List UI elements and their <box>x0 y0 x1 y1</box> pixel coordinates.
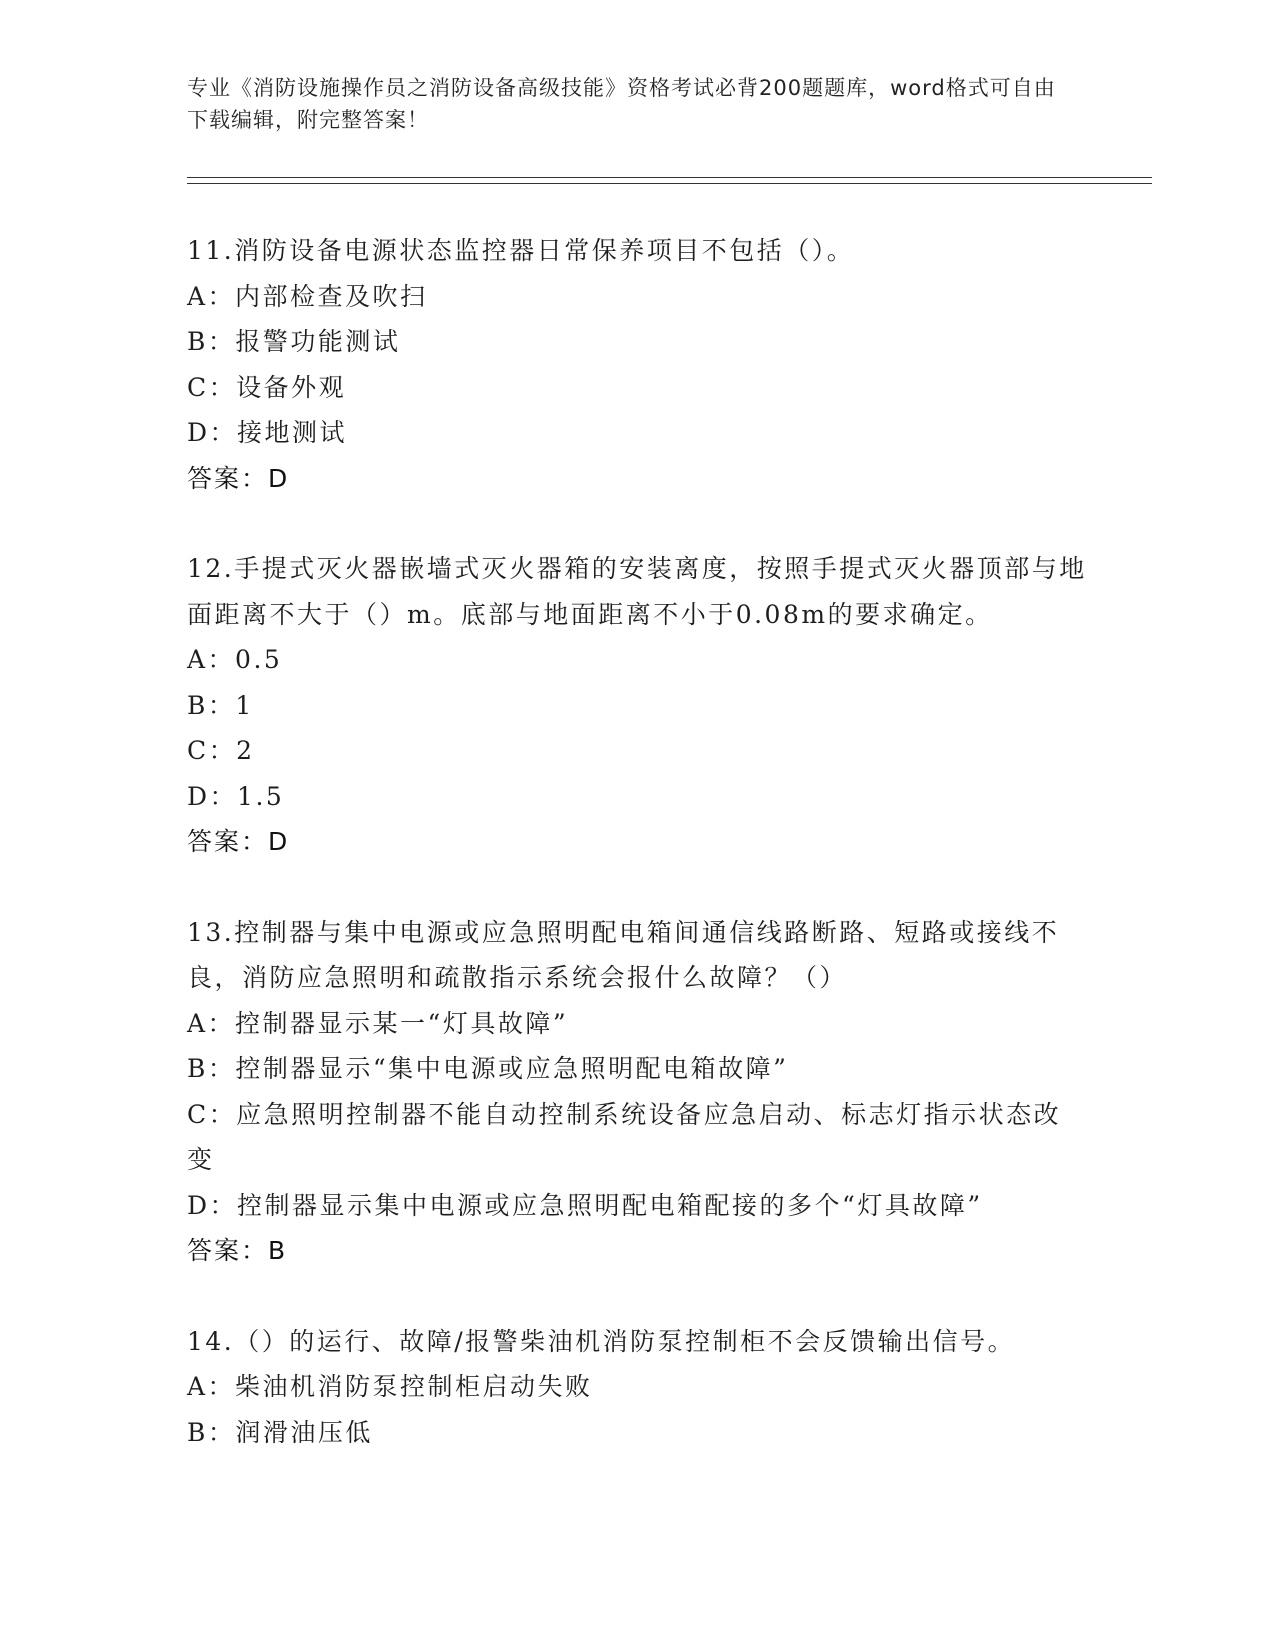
option-c: C：设备外观 <box>187 372 347 402</box>
option-c: C：2 <box>187 736 255 765</box>
option-d: D：接地测试 <box>187 418 348 447</box>
question-14 <box>187 1319 1087 1456</box>
answer-line: 答案：D <box>187 827 290 856</box>
question-13 <box>187 910 1087 1274</box>
option-d: D：控制器显示集中电源或应急照明配电箱配接的多个“灯具故障” <box>187 1190 983 1220</box>
question-11 <box>187 228 1087 501</box>
option-a: A：柴油机消防泵控制柜启动失败 <box>187 1372 593 1401</box>
option-b: B：润滑油压低 <box>187 1417 373 1447</box>
question-list <box>187 228 1087 1455</box>
question-stem: 13.控制器与集中电源或应急照明配电箱间通信线路断路、短路或接线不良，消防应急照明和疏散指示系统会报什么故障？（） <box>187 917 1060 992</box>
option-d: D：1.5 <box>187 781 285 811</box>
option-b: B：1 <box>187 690 254 720</box>
option-b: B：报警功能测试 <box>187 327 401 356</box>
document-header: 专业《消防设施操作员之消防设备高级技能》资格考试必背200题题库，word格式可自由下载编辑，附完整答案！ <box>187 76 1056 132</box>
answer-line: 答案：B <box>187 1236 288 1265</box>
header-divider <box>187 177 1152 184</box>
option-c: C：应急照明控制器不能自动控制系统设备应急启动、标志灯指示状态改变 <box>187 1099 1062 1174</box>
option-b: B：控制器显示“集中电源或应急照明配电箱故障” <box>187 1054 789 1083</box>
question-stem: 14.（）的运行、故障/报警柴油机消防泵控制柜不会反馈输出信号。 <box>187 1326 1016 1356</box>
question-stem: 11.消防设备电源状态监控器日常保养项目不包括（）。 <box>187 236 855 265</box>
option-a: A：控制器显示某一“灯具故障” <box>187 1008 569 1038</box>
answer-line: 答案：D <box>187 463 290 493</box>
question-12 <box>187 546 1087 865</box>
option-a: A：内部检查及吹扫 <box>187 281 428 311</box>
question-stem: 12.手提式灭火器嵌墙式灭火器箱的安装离度，按照手提式灭火器顶部与地面距离不大于（）m。底部与地面距离不小于0.08m的要求确定。 <box>187 554 1087 629</box>
option-a: A：0.5 <box>187 645 283 674</box>
